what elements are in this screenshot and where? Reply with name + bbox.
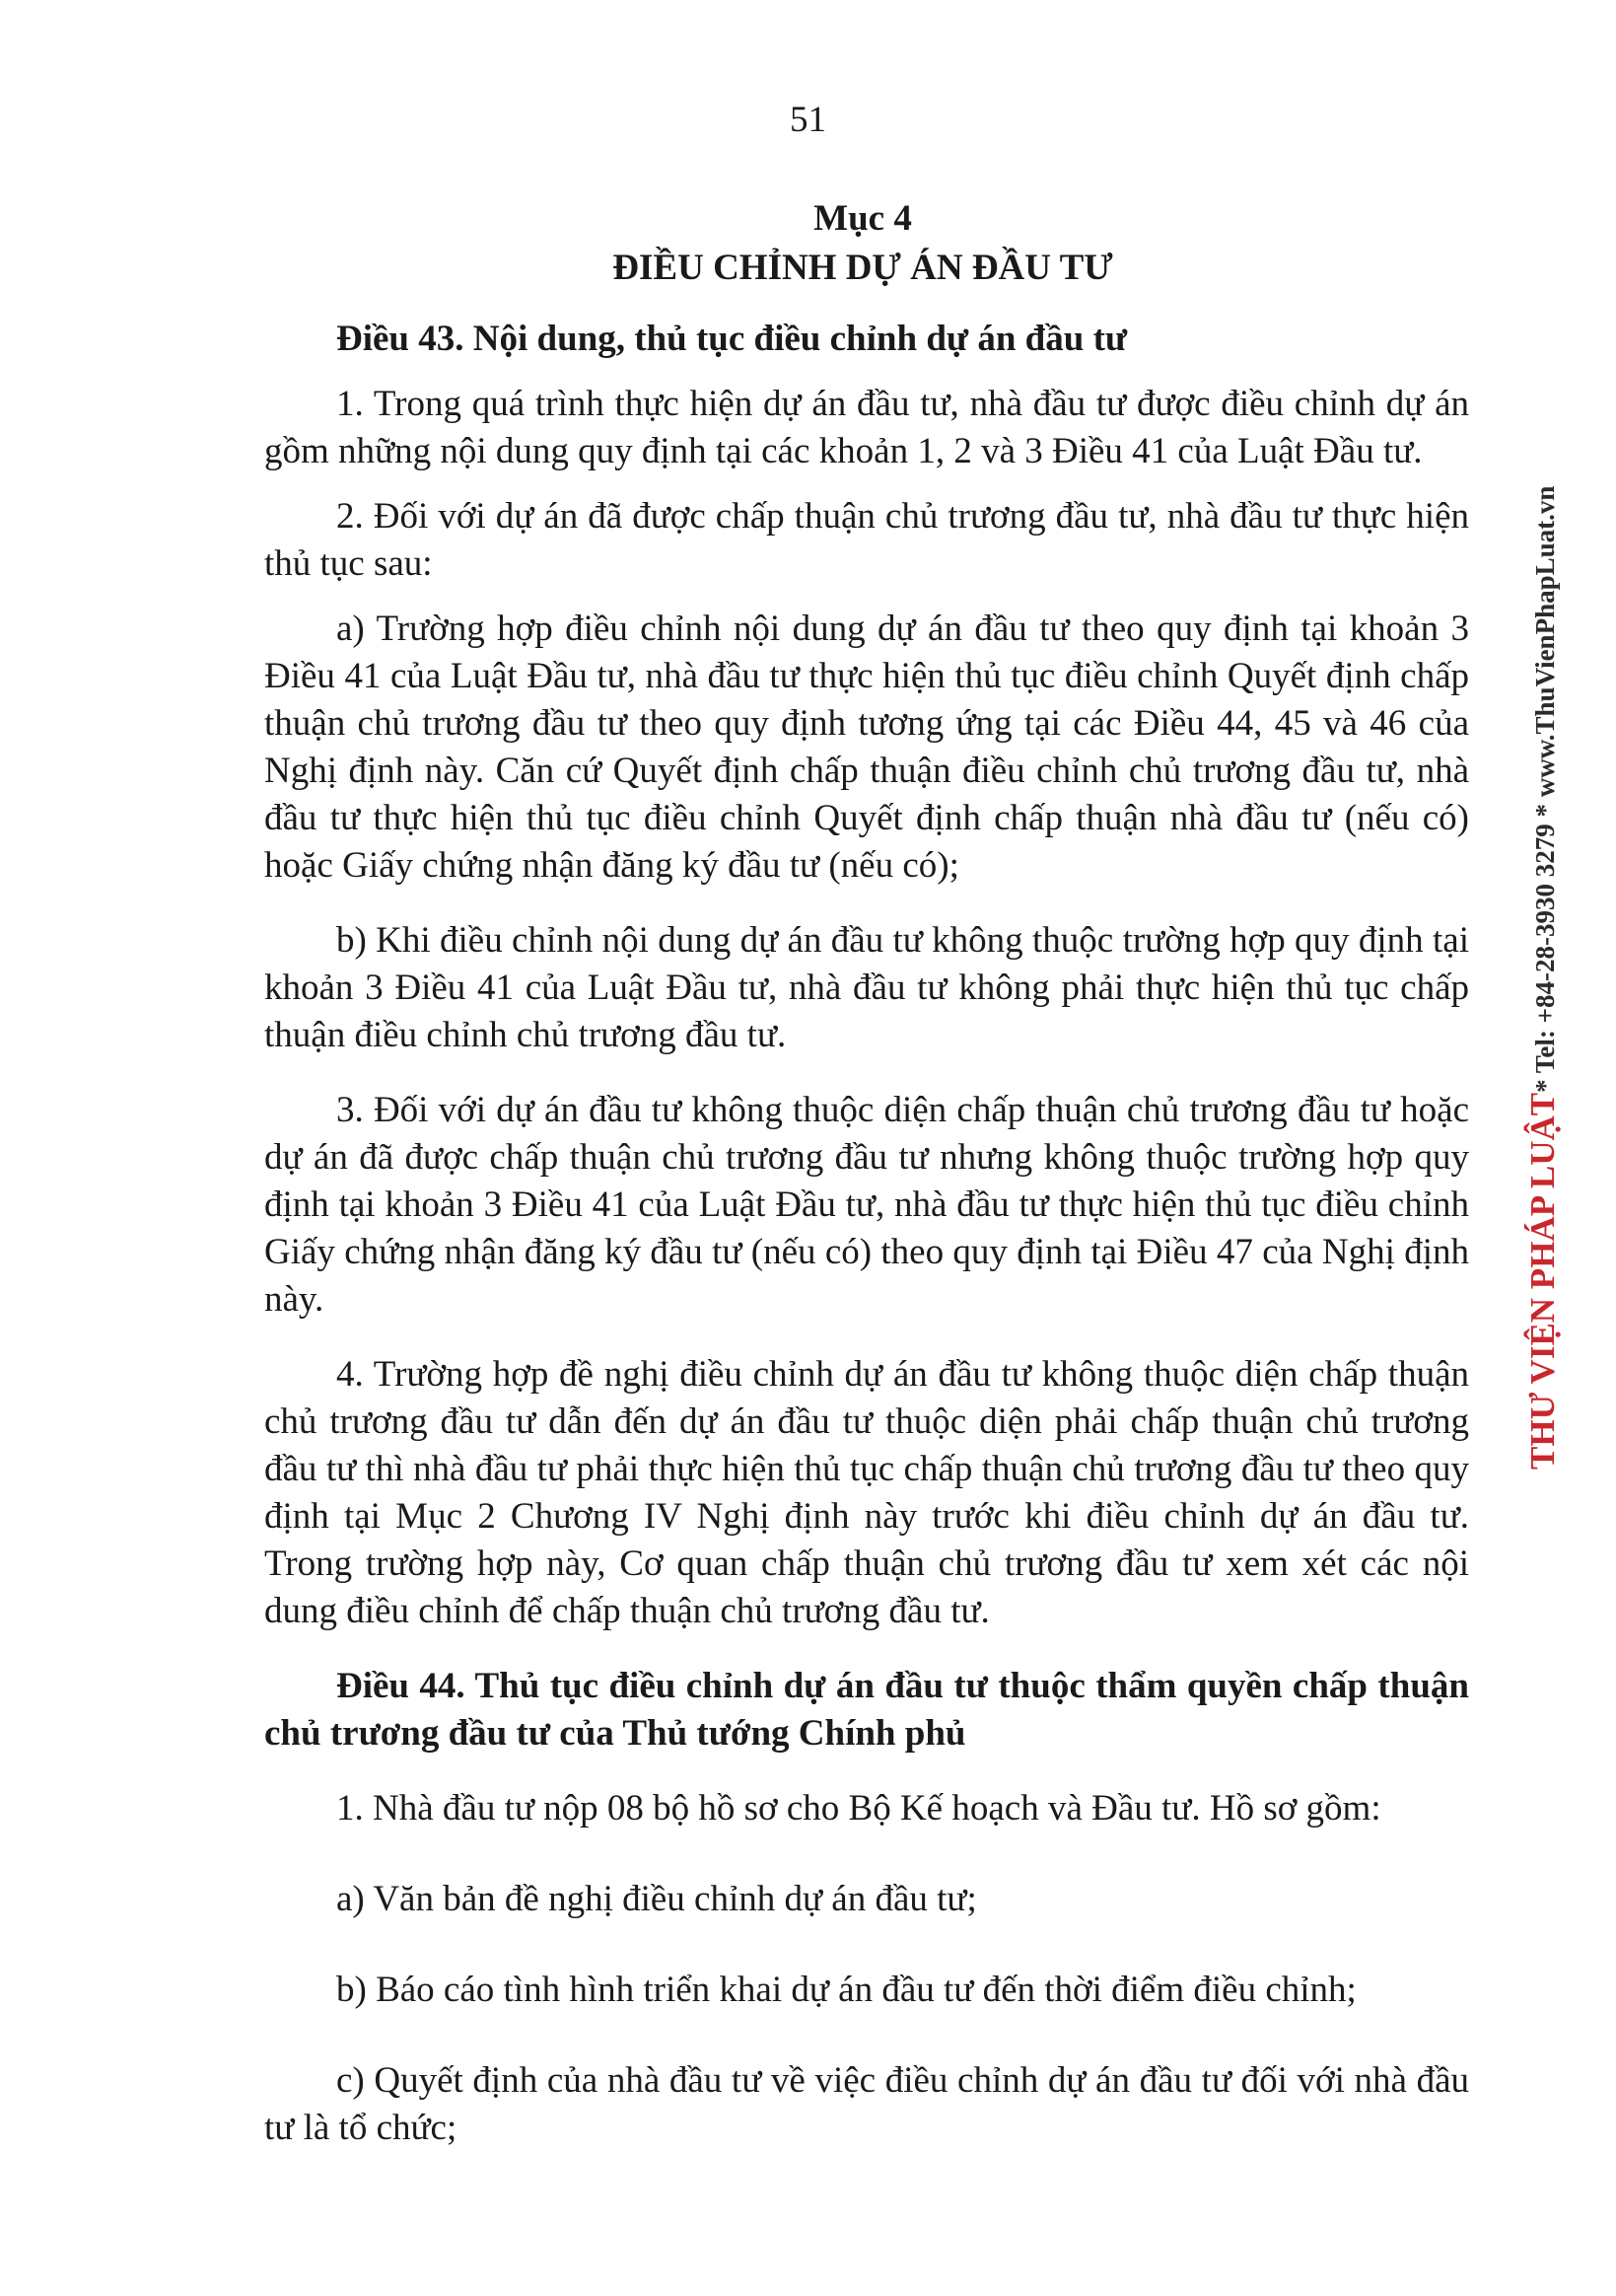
watermark-brand: THƯ VIỆN PHÁP LUẬT	[1523, 1092, 1562, 1470]
watermark	[1523, 486, 1563, 1470]
article-44-clause-1b: b) Báo cáo tình hình triển khai dự án đầu tư đến thời điểm điều chỉnh;	[336, 1970, 1357, 2010]
article-44-clause-1: 1. Nhà đầu tư nộp 08 bộ hồ sơ cho Bộ Kế hoạch và Đầu tư. Hồ sơ gồm:	[336, 1788, 1381, 1829]
article-43-clause-2b: b) Khi điều chỉnh nội dung dự án đầu tư không thuộc trường hợp quy định tại khoản 3 Điều 41 của Luật Đầu tư, nhà đầu tư không phải thực hiện thủ tục chấp thuận điều chỉnh chủ trương đầu tư.	[264, 920, 1469, 1055]
document-body	[264, 316, 1469, 2152]
article-44-title: Điều 44. Thủ tục điều chỉnh dự án đầu tư thuộc thẩm quyền chấp thuận chủ trương đầu tư của Thủ tướng Chính phủ	[264, 1666, 1469, 1754]
page-number: 51	[790, 100, 826, 140]
article-44-clause-1c: c) Quyết định của nhà đầu tư về việc điều chỉnh dự án đầu tư đối với nhà đầu tư là tổ chức;	[264, 2060, 1469, 2148]
article-43-clause-2a: a) Trường hợp điều chỉnh nội dung dự án đầu tư theo quy định tại khoản 3 Điều 41 của Luật Đầu tư, nhà đầu tư thực hiện thủ tục điều chỉnh Quyết định chấp thuận chủ trương đầu tư theo quy định tương ứng tại các Điều 44, 45 và 46 của Nghị định này. Căn cứ Quyết định chấp thuận điều chỉnh chủ trương đầu tư, nhà đầu tư thực hiện thủ tục điều chỉnh Quyết định chấp thuận nhà đầu tư (nếu có) hoặc Giấy chứng nhận đăng ký đầu tư (nếu có);	[264, 609, 1469, 886]
section-label: Mục 4	[813, 198, 912, 239]
article-44-clause-1a: a) Văn bản đề nghị điều chỉnh dự án đầu tư;	[336, 1879, 977, 1919]
article-43-clause-4: 4. Trường hợp đề nghị điều chỉnh dự án đầu tư không thuộc diện chấp thuận chủ trương đầu tư dẫn đến dự án đầu tư thuộc diện phải chấp thuận chủ trương đầu tư thì nhà đầu tư phải thực hiện thủ tục chấp thuận chủ trương đầu tư theo quy định tại Mục 2 Chương IV Nghị định này trước khi điều chỉnh dự án đầu tư. Trong trường hợp này, Cơ quan chấp thuận chủ trương đầu tư xem xét các nội dung điều chỉnh để chấp thuận chủ trương đầu tư.	[264, 1354, 1469, 1631]
article-43-clause-1: 1. Trong quá trình thực hiện dự án đầu tư, nhà đầu tư được điều chỉnh dự án gồm những nội dung quy định tại các khoản 1, 2 và 3 Điều 41 của Luật Đầu tư.	[264, 384, 1469, 471]
article-43-clause-2: 2. Đối với dự án đã được chấp thuận chủ trương đầu tư, nhà đầu tư thực hiện thủ tục sau:	[264, 496, 1469, 584]
watermark-contact: * Tel: +84-28-3930 3279 * www.ThuVienPhapLuat.vn	[1530, 485, 1560, 1093]
article-43-title: Điều 43. Nội dung, thủ tục điều chỉnh dự án đầu tư	[336, 319, 1128, 359]
section-title: ĐIỀU CHỈNH DỰ ÁN ĐẦU TƯ	[612, 248, 1113, 288]
article-43-clause-3: 3. Đối với dự án đầu tư không thuộc diện chấp thuận chủ trương đầu tư hoặc dự án đã được chấp thuận chủ trương đầu tư nhưng không thuộc trường hợp quy định tại khoản 3 Điều 41 của Luật Đầu tư, nhà đầu tư thực hiện thủ tục điều chỉnh Giấy chứng nhận đăng ký đầu tư (nếu có) theo quy định tại Điều 47 của Nghị định này.	[264, 1090, 1469, 1320]
